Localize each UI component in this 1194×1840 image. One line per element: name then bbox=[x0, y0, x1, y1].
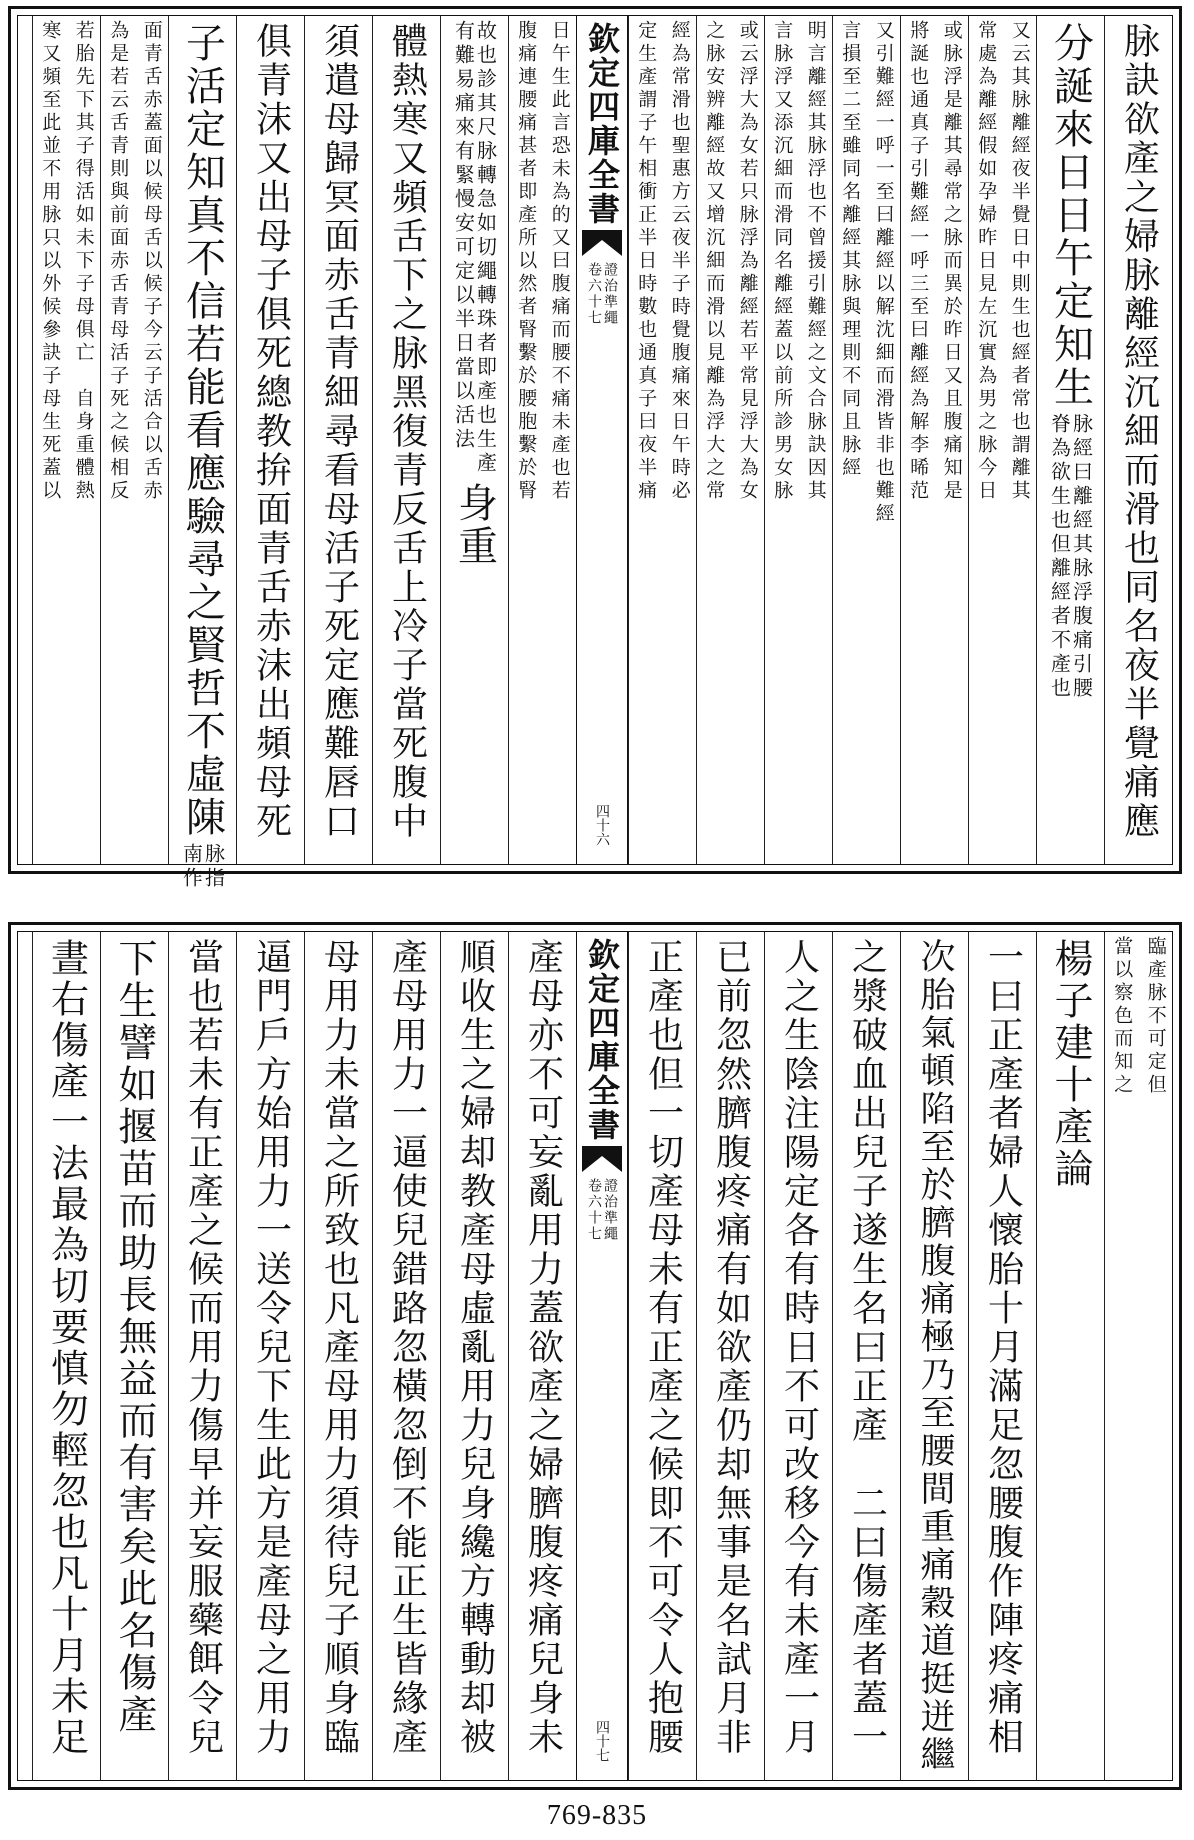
text-column bbox=[1036, 932, 1104, 1780]
text-column bbox=[764, 16, 832, 864]
commentary-line: 將誕也通真子引難經一呼三至曰離經為解李晞范 bbox=[907, 20, 930, 503]
commentary-line: 之脉安辨離經故又增沉細而滑以見離為浮大之常 bbox=[703, 20, 726, 503]
commentary-line: 言損至二至雖同名離經其脉與理則不同且脉經 bbox=[839, 20, 862, 480]
commentary-line: 日午生此言恐未為的又曰腹痛而腰不痛未產也若 bbox=[548, 20, 571, 503]
text-column bbox=[900, 932, 968, 1780]
text-column bbox=[372, 932, 440, 1780]
text-column bbox=[440, 932, 508, 1780]
text-column bbox=[32, 932, 100, 1780]
commentary-line: 為是若云舌青則與前面赤舌青母活子死之候相反 bbox=[107, 20, 130, 503]
column-text: 俱青沫又出母子俱死總教拚面青舌赤沫出頻母死 bbox=[250, 22, 292, 841]
column-text: 產母亦不可妄亂用力蓋欲產之婦臍腹疼痛兒身未 bbox=[522, 938, 564, 1757]
text-column bbox=[508, 16, 576, 864]
commentary-line: 有難易痛來有緊慢安可定以半日當以活法 bbox=[451, 20, 476, 452]
commentary-line: 定生產謂子午相衝正半日時數也通真子曰夜半痛 bbox=[635, 20, 658, 503]
commentary-line: 脉指 bbox=[201, 843, 226, 891]
fold-meta: 證治準繩 bbox=[602, 1178, 618, 1242]
column-text: 分誕來日日午定知生 bbox=[1047, 22, 1094, 409]
commentary-line: 若胎先下其子得活如未下子母俱亡 自身重體熱 bbox=[72, 20, 95, 503]
leaf-number: 四十七 bbox=[594, 1720, 610, 1762]
fold-title: 欽定四庫全書 bbox=[583, 938, 621, 1142]
column-text: 已前忽然臍腹疼痛有如欲產仍却無事是名試月非 bbox=[710, 938, 752, 1757]
bottom-page bbox=[8, 922, 1182, 1790]
text-column bbox=[832, 932, 900, 1780]
column-text: 楊子建十產論 bbox=[1048, 938, 1093, 1190]
column-text: 正產也但一切產母未有正產之候即不可令人抱腰 bbox=[642, 938, 684, 1757]
commentary-line: 或脉浮是離其尋常之脉而異於昨日又且腹痛知是 bbox=[940, 20, 963, 503]
fold-title: 欽定四庫全書 bbox=[583, 22, 621, 226]
fold-meta: 卷六十七 bbox=[586, 1178, 602, 1242]
text-column bbox=[168, 932, 236, 1780]
column-text: 身重 bbox=[451, 482, 498, 568]
commentary-line: 又云其脉離經夜半覺日中則生也經者常也謂離其 bbox=[1008, 20, 1031, 503]
commentary-line: 常處為離經假如孕婦昨日見左沉實為男之脉今日 bbox=[975, 20, 998, 503]
commentary-line: 脊為欲生也但離經者不產也 bbox=[1047, 413, 1072, 701]
text-column bbox=[696, 16, 764, 864]
text-column bbox=[832, 16, 900, 864]
column-text: 人之生陰注陽定各有時日不可改移今有未產一月 bbox=[778, 938, 820, 1757]
text-column bbox=[628, 16, 696, 864]
text-column bbox=[1104, 16, 1172, 864]
fold-meta: 證治準繩 bbox=[602, 262, 618, 326]
column-text: 子活定知真不信若能看應驗尋之賢哲不虛陳 bbox=[179, 22, 226, 839]
text-column bbox=[968, 16, 1036, 864]
text-column bbox=[1036, 16, 1104, 864]
text-column bbox=[236, 932, 304, 1780]
column-text: 次胎氣頓陷至於臍腹痛極乃至腰間重痛穀道挺迸繼 bbox=[915, 938, 955, 1774]
column-text: 產母用力一逼使兒錯路忽橫忽倒不能正生皆緣產 bbox=[386, 938, 428, 1757]
text-column bbox=[696, 932, 764, 1780]
fold-meta: 卷六十七 bbox=[586, 262, 602, 326]
commentary-line: 脉經曰離經其脉浮腹痛引腰 bbox=[1069, 413, 1094, 701]
text-column bbox=[304, 932, 372, 1780]
column-text: 逼門戶方始用力一送令兒下生此方是產母之用力 bbox=[250, 938, 292, 1757]
commentary-line: 經為常滑也聖惠方云夜半子時覺腹痛來日午時必 bbox=[668, 20, 691, 503]
text-column bbox=[628, 932, 696, 1780]
column-text: 體熱寒又頻舌下之脉黑復青反舌上冷子當死腹中 bbox=[386, 22, 428, 841]
text-column bbox=[764, 932, 832, 1780]
text-column bbox=[32, 16, 100, 864]
text-column bbox=[100, 16, 168, 864]
page-catalog-number: 769-835 bbox=[546, 1800, 648, 1831]
top-page bbox=[8, 6, 1182, 891]
fishtail-mark-icon bbox=[582, 230, 622, 256]
text-column bbox=[168, 16, 236, 891]
commentary-line: 明言離經其脉浮也不曾援引難經之文合脉訣因其 bbox=[804, 20, 827, 503]
commentary-line: 面青舌赤蓋面以候母舌以候子今云子活合以舌赤 bbox=[140, 20, 163, 503]
commentary-line: 言脉浮又添沉細而滑同名離經蓋以前所診男女脉 bbox=[771, 20, 794, 503]
column-text: 脉訣欲產之婦脉離經沉細而滑也同名夜半覺痛應 bbox=[1118, 22, 1160, 841]
commentary-line: 或云浮大為女若只脉浮為離經若平常見浮大為女 bbox=[736, 20, 759, 503]
commentary-line: 又引難經一呼一至曰離經以解沈細而滑皆非也難經 bbox=[872, 20, 895, 526]
text-column bbox=[372, 16, 440, 864]
text-column bbox=[508, 932, 576, 1780]
fishtail-mark-icon bbox=[582, 1146, 622, 1172]
column-text: 下生譬如揠苗而助長無益而有害矣此名傷產 bbox=[112, 938, 157, 1736]
commentary-line: 腹痛連腰痛甚者即產所以然者腎繫於腰胞繫於腎 bbox=[515, 20, 538, 503]
commentary-line: 南作 bbox=[179, 843, 204, 891]
column-text: 母用力未當之所致也凡產母用力須待兒子順身臨 bbox=[318, 938, 360, 1757]
text-column bbox=[1104, 932, 1172, 1780]
column-text: 當也若未有正產之候而用力傷早并妄服藥餌令兒 bbox=[182, 938, 224, 1757]
leaf-number: 四十六 bbox=[594, 804, 610, 846]
text-column bbox=[968, 932, 1036, 1780]
top-page-text-area bbox=[17, 15, 1173, 891]
column-text: 一曰正產者婦人懷胎十月滿足忽腰腹作陣疼痛相 bbox=[982, 938, 1024, 1757]
commentary-line: 寒又頻至此並不用脉只以外候參訣子母生死蓋以 bbox=[39, 20, 62, 503]
column-text: 晝右傷產一法最為切要慎勿輕忽也凡十月未足 bbox=[44, 938, 89, 1758]
text-column bbox=[440, 16, 508, 864]
text-column bbox=[900, 16, 968, 864]
commentary-line: 當以察色而知之 bbox=[1111, 936, 1134, 1097]
text-column bbox=[304, 16, 372, 864]
commentary-line: 故也診其尺脉轉急如切繩轉珠者即產也生產 bbox=[473, 20, 498, 476]
column-text: 之漿破血出兒子遂生名曰正產 二曰傷產者蓋一 bbox=[846, 938, 888, 1757]
commentary-line: 臨產脉不可定但 bbox=[1144, 936, 1167, 1097]
center-fold bbox=[576, 932, 628, 1780]
text-column bbox=[100, 932, 168, 1780]
bottom-page-text-area bbox=[17, 931, 1173, 1781]
column-text: 順收生之婦却教產母虛亂用力兒身纔方轉動却被 bbox=[454, 938, 496, 1757]
center-fold bbox=[576, 16, 628, 864]
column-text: 須遣母歸冥面赤舌青細尋看母活子死定應難唇口 bbox=[318, 22, 360, 841]
text-column bbox=[236, 16, 304, 864]
